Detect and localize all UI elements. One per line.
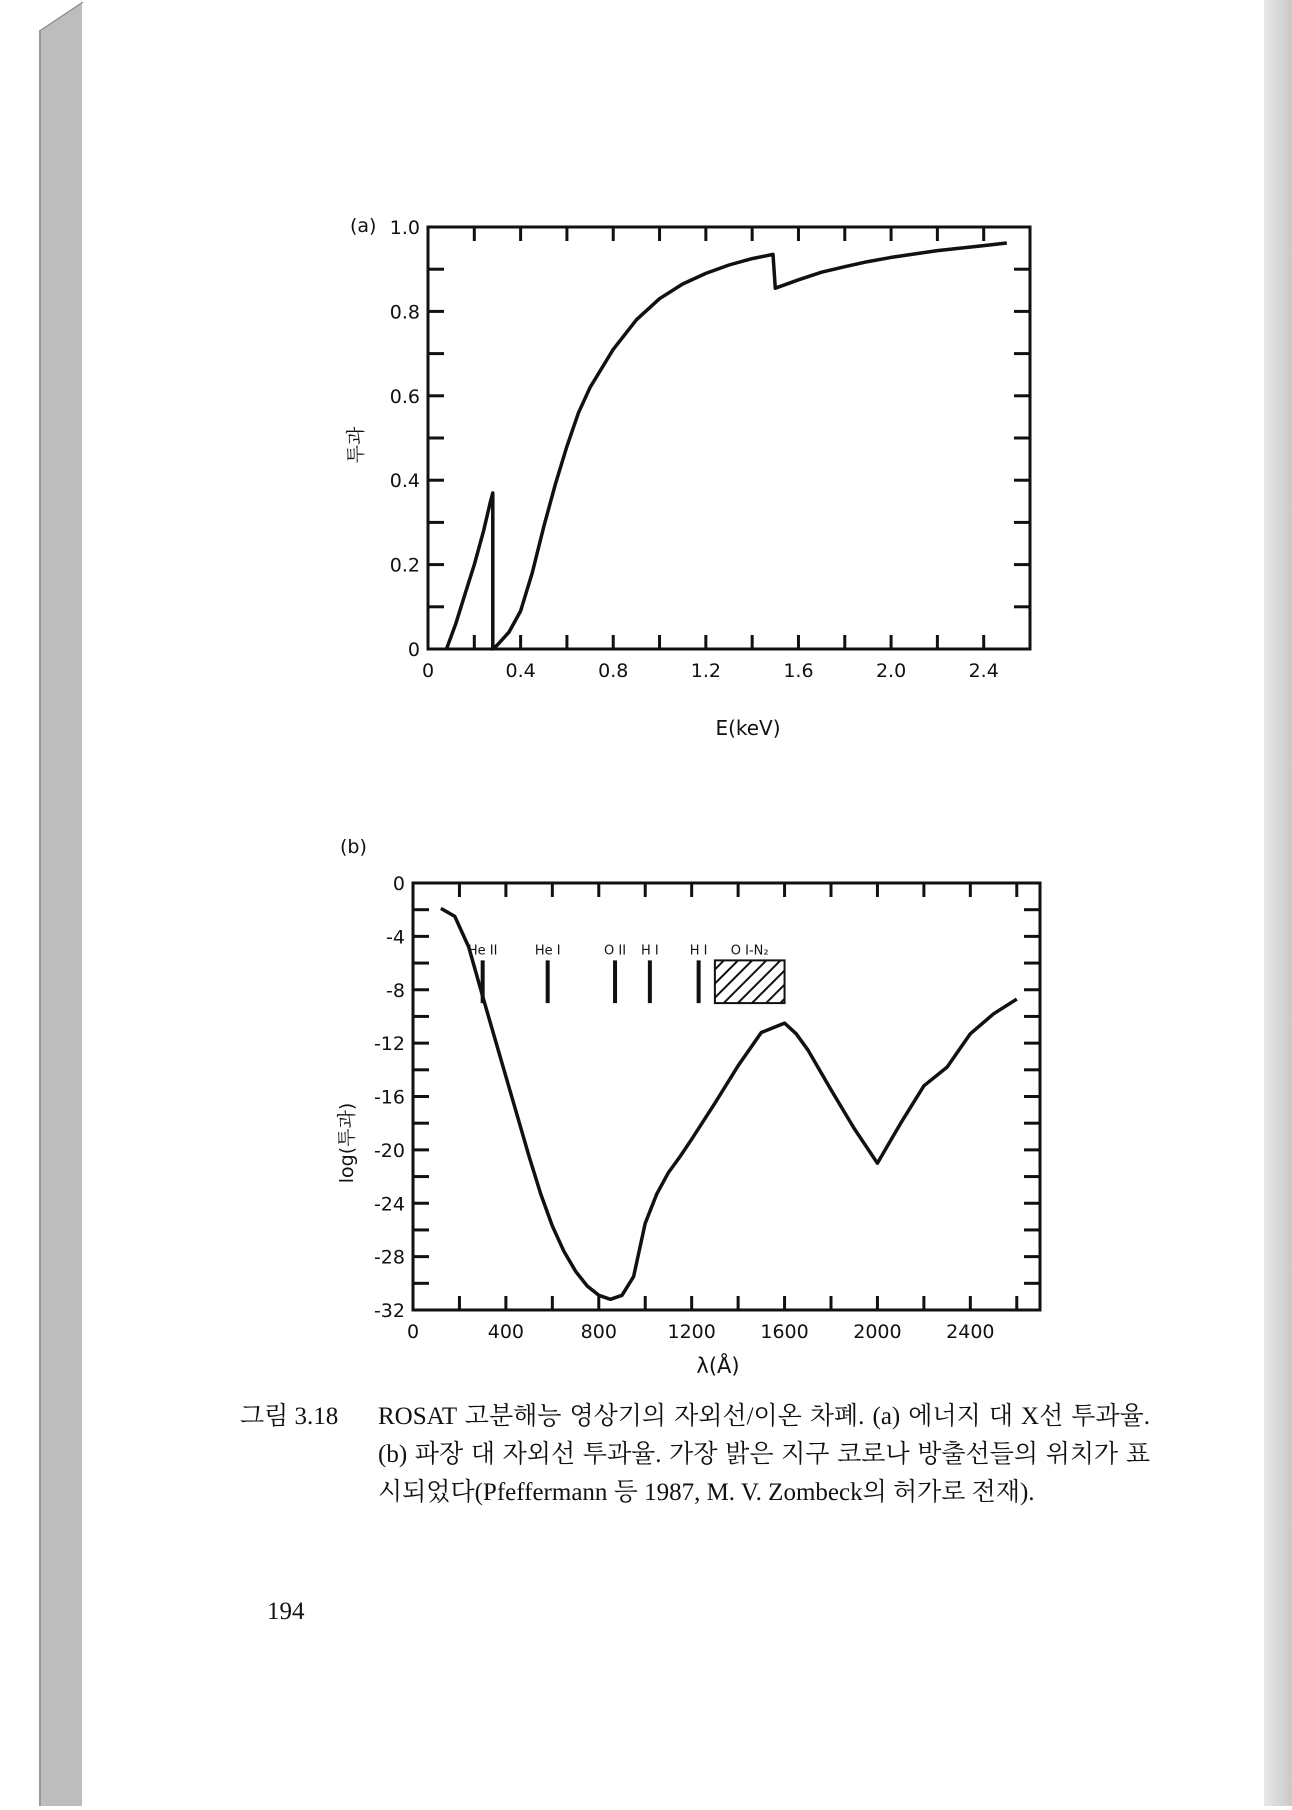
y-tick-label: -24: [373, 1193, 405, 1216]
chart-a-y-tick-labels: [390, 217, 420, 661]
y-tick-label: 1.0: [389, 217, 420, 239]
chart-b-x-axis-label: λ(Å): [696, 1354, 740, 1378]
y-tick-label: -16: [373, 1086, 405, 1109]
chart-a-x-axis-label: E(keV): [715, 716, 781, 740]
x-tick-label: 2.4: [968, 660, 999, 682]
chart-a-ticks: [428, 227, 1030, 649]
chart-a-x-tick-labels: [422, 660, 999, 682]
x-tick-label: 1.6: [783, 660, 814, 682]
y-tick-label: 0.4: [389, 470, 420, 493]
chart-a: [345, 215, 1030, 740]
x-tick-label: 0.8: [598, 660, 629, 682]
caption-text: ROSAT 고분해능 영상기의 자외선/이온 차폐. (a) 에너지 대 X선 투과율. (b) 파장 대 자외선 투과율. 가장 밝은 지구 코로나 방출선들의 위치가 표시되었다(Pfeffermann 등 1987, M. V. Zombeck의 허가로 전재).: [378, 1403, 1150, 1506]
y-tick-label: 0.8: [389, 301, 420, 324]
emission-line-label: O II: [604, 943, 627, 959]
y-tick-label: -28: [373, 1246, 405, 1269]
x-tick-label: 2400: [946, 1321, 995, 1343]
emission-line-label: H I: [640, 943, 659, 959]
y-tick-label: -4: [386, 926, 405, 949]
x-tick-label: 1600: [760, 1321, 809, 1343]
y-tick-label: 0.2: [389, 554, 420, 577]
y-tick-label: -20: [373, 1139, 405, 1162]
y-tick-label: 0.6: [389, 385, 420, 408]
chart-b-y-axis-label: log(투과): [336, 1102, 358, 1184]
x-tick-label: 800: [580, 1321, 617, 1343]
y-tick-label: -12: [373, 1033, 405, 1056]
x-tick-label: 2.0: [875, 660, 907, 682]
hatched-band-o1-n2: [715, 960, 785, 1003]
x-tick-label: 1200: [667, 1321, 716, 1343]
x-tick-label: 400: [487, 1321, 525, 1343]
x-tick-label: 0.4: [505, 660, 536, 682]
chart-b-x-tick-labels: [407, 1321, 995, 1343]
x-tick-label: 0: [421, 660, 435, 682]
y-tick-label: 0: [392, 873, 405, 895]
page-number: 194: [267, 1598, 305, 1625]
y-tick-label: 0: [407, 639, 420, 661]
chart-b-emission-lines: [468, 943, 785, 1003]
x-tick-label: 1.2: [690, 660, 721, 682]
chart-a-frame: [428, 227, 1030, 649]
chart-a-panel-label: (a): [350, 215, 377, 237]
x-tick-label: 0: [406, 1321, 420, 1343]
chart-b-frame: [413, 883, 1040, 1310]
caption-figure-number: 그림 3.18: [240, 1403, 339, 1430]
emission-line-label: He I: [534, 943, 561, 959]
x-tick-label: 2000: [853, 1321, 902, 1343]
chart-b-y-tick-labels: [374, 873, 405, 1322]
emission-line-label: O I-N₂: [730, 943, 769, 959]
chart-b-panel-label: (b): [340, 836, 367, 858]
chart-a-series-line: [447, 243, 1007, 649]
figure-caption: [240, 1398, 1150, 1512]
emission-line-label: He II: [467, 943, 498, 959]
chart-a-y-axis-label: 투과: [345, 426, 367, 464]
chart-b-ticks: [413, 883, 1040, 1310]
chart-b: [336, 836, 1040, 1378]
y-tick-label: -8: [386, 979, 405, 1002]
y-tick-label: -32: [373, 1300, 405, 1322]
emission-line-label: H I: [689, 943, 708, 959]
